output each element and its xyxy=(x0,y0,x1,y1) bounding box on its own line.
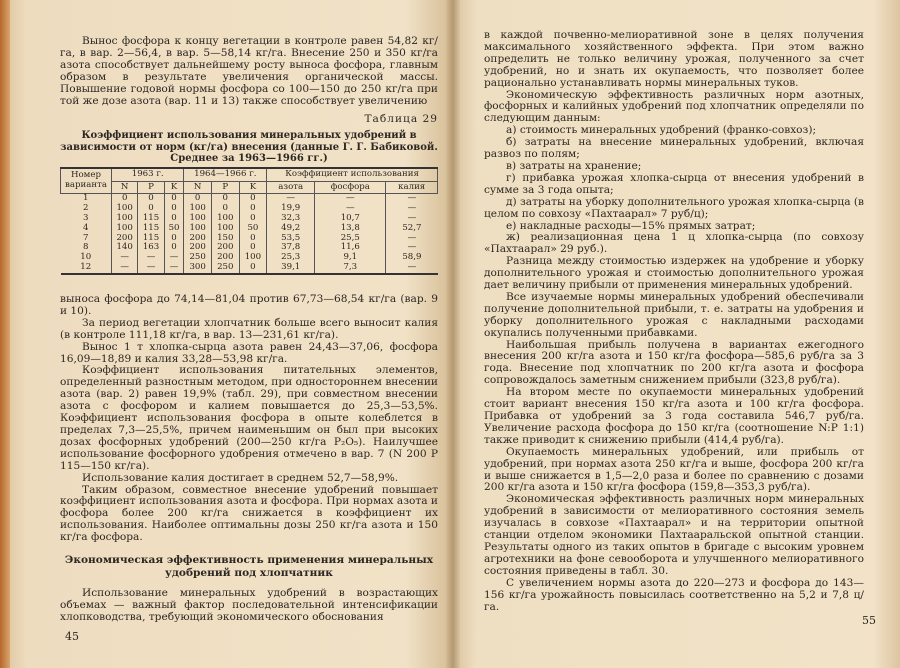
table-cell: 25,5 xyxy=(315,234,386,244)
table-cell: — xyxy=(315,204,386,214)
table-cell: 0 xyxy=(164,243,184,253)
table-cell: 0 xyxy=(211,204,239,214)
page-number-right: 55 xyxy=(862,614,876,627)
header-1964-1966: 1964—1966 г. xyxy=(184,168,267,181)
table-cell: — xyxy=(386,204,438,214)
table-cell: 100 xyxy=(239,253,267,263)
table-cell: 12 xyxy=(61,263,112,274)
list-item: а) стоимость минеральных удобрений (франко-совхоз); xyxy=(506,124,817,137)
table-cell: — xyxy=(386,214,438,224)
table-cell: 4 xyxy=(83,222,89,233)
header-1963: 1963 г. xyxy=(112,168,184,181)
header-n-1964: N xyxy=(184,181,212,194)
page-number-left: 45 xyxy=(65,630,79,643)
list-item: б) затраты на внесение минеральных удобрений, включая развоз по полям; xyxy=(484,136,864,161)
table-cell: 250 xyxy=(184,253,212,263)
list-item: е) накладные расходы—15% прямых затрат; xyxy=(506,219,756,232)
table-cell: 0 xyxy=(239,263,267,274)
table-cell: 58,9 xyxy=(386,253,438,263)
table-cell: 0 xyxy=(164,214,184,224)
table-cell: 100 xyxy=(211,224,239,234)
left-column xyxy=(60,36,438,275)
table-cell: 10 xyxy=(80,252,92,263)
book-edge xyxy=(0,0,10,668)
table-cell: 163 xyxy=(138,243,164,253)
paragraph: Разница между стоимостью издержек на удобрение и уборку дополнительного урожая и стоимостью дополнительного урожая дает величину прибыли от применения минеральных удобрений. xyxy=(484,255,864,292)
table-cell: 115 xyxy=(138,224,164,234)
table-cell: 0 xyxy=(112,194,138,204)
table-row xyxy=(61,253,438,263)
table-cell: 50 xyxy=(164,224,184,234)
header-p-1964: P xyxy=(211,181,239,194)
table-cell: 7,3 xyxy=(315,263,386,274)
header-phosphorus: фосфора xyxy=(315,181,386,194)
paragraph: Вынос 1 т хлопка-сырца азота равен 24,43—37,06, фосфора 16,09—18,89 и калия 33,28—53,98 кг/га. xyxy=(60,340,438,365)
paragraph: Использование калия достигает в среднем 52,7—58,9%. xyxy=(82,471,399,484)
table-cell: 9,1 xyxy=(315,253,386,263)
header-p-1963: P xyxy=(138,181,164,194)
cost-items-list xyxy=(484,125,864,256)
table-cell: 100 xyxy=(184,204,212,214)
table-cell: — xyxy=(112,253,138,263)
table-cell: 0 xyxy=(164,204,184,214)
paragraph: Таким образом, совместное внесение удобрений повышает коэффициент использования азота и фосфора. При нормах азота и фосфора более 200 кг/га снижается в коэффициент их использования. Наиболее оптимальны дозы 250 кг/га азота и 150 кг/га фосфора. xyxy=(60,483,438,544)
table-cell: 100 xyxy=(112,224,138,234)
table-cell: — xyxy=(386,263,438,274)
table-cell: 13,8 xyxy=(315,224,386,234)
table-row xyxy=(61,263,438,274)
header-nitrogen: азота xyxy=(267,181,315,194)
list-item: д) затраты на уборку дополнительного урожая хлопка-сырца (в целом по совхозу «Пахтаарал» 7 руб/ц); xyxy=(484,195,864,220)
paragraph: Вынос фосфора к концу вегетации в контроле равен 54,82 кг/га, в вар. 2—56,4, в вар. 5—58,14 кг/га. Внесение 250 и 350 кг/га азота способствует дальнейшему росту выноса фосфора, главным образом в результате увеличения органической массы. Повышение годовой нормы фосфора со 100—150 до 250 кг/га при той же дозе азота (вар. 11 и 13) также способствует увеличению xyxy=(60,35,438,107)
table-cell: — xyxy=(138,253,164,263)
table-cell: 100 xyxy=(112,214,138,224)
section-heading: Экономическая эффективность применения минеральных удобрений под хлопчатник xyxy=(64,554,434,580)
fertilizer-coefficient-table xyxy=(60,167,438,275)
header-k-1963: K xyxy=(164,181,184,194)
table-cell: 0 xyxy=(164,234,184,244)
right-page xyxy=(460,0,900,668)
left-page xyxy=(10,0,446,668)
table-cell: 115 xyxy=(138,234,164,244)
table-cell: 140 xyxy=(112,243,138,253)
table-number: Таблица 29 xyxy=(364,113,438,126)
table-cell: 0 xyxy=(138,194,164,204)
table-cell: — xyxy=(386,243,438,253)
book-gutter xyxy=(446,0,460,668)
table-cell: 7 xyxy=(83,232,89,243)
table-cell: 11,6 xyxy=(315,243,386,253)
paragraph: Все изучаемые нормы минеральных удобрений обеспечивали получение дополнительной прибыли, т. е. затраты на удобрения и уборку дополнительного урожая с накладными расходами окупались полученными прибавками. xyxy=(484,290,864,339)
paragraph: Использование минеральных удобрений в возрастающих объемах — важный фактор последовательной интенсификации хлопководства, требующий экономического обоснования xyxy=(60,587,438,623)
table-cell: 1 xyxy=(83,193,89,204)
table-cell: 300 xyxy=(184,263,212,274)
table-cell: 200 xyxy=(112,234,138,244)
table-cell: 0 xyxy=(239,204,267,214)
table-cell: — xyxy=(164,263,184,274)
table-cell: 100 xyxy=(184,214,212,224)
table-cell: 10,7 xyxy=(315,214,386,224)
table-cell: 53,5 xyxy=(267,234,315,244)
table-cell: 3 xyxy=(83,213,89,224)
table-cell: 115 xyxy=(138,214,164,224)
table-cell: 200 xyxy=(184,243,212,253)
list-item: ж) реализационная цена 1 ц хлопка-сырца (по совхозу «Пахтаарал» 29 руб.). xyxy=(484,231,864,256)
paragraph: в каждой почвенно-мелиоративной зоне в целях получения максимального хозяйственного эффекта. При этом важно определить не только величину урожая, полученного за счет удобрений, но и знать их окупаемость, что позволяет более рационально устанавливать нормы минеральных туков. xyxy=(484,29,864,89)
table-cell: 49,2 xyxy=(267,224,315,234)
header-potassium: калия xyxy=(386,181,438,194)
table-cell: — xyxy=(164,253,184,263)
table-cell: 50 xyxy=(239,224,267,234)
table-cell: — xyxy=(267,194,315,204)
table-cell: 100 xyxy=(112,204,138,214)
header-n-1963: N xyxy=(112,181,138,194)
paragraph: На втором месте по окупаемости минеральных удобрений стоит вариант внесения 150 кг/га азота и 100 кг/га фосфора. Прибавка от удобрений за 3 года составила 546,7 руб/га. Увеличение расхода фосфора до 150 кг/га (соотношение N:P 1:1) также приводит к снижению прибыли (414,4 руб/га). xyxy=(484,386,864,446)
header-k-1964: K xyxy=(239,181,267,194)
table-cell: 0 xyxy=(239,194,267,204)
table-cell: — xyxy=(386,194,438,204)
table-cell: 0 xyxy=(239,234,267,244)
table-cell: 0 xyxy=(211,194,239,204)
list-item: в) затраты на хранение; xyxy=(506,159,642,172)
paragraph: Окупаемость минеральных удобрений, или прибыль от удобрений, при нормах азота 250 кг/га и выше, фосфора 200 кг/га и выше снижается в 1,5—2,0 раза и более по сравнению с дозами 200 кг/га азота и 150 кг/га фосфора (159,8—353,3 руб/га). xyxy=(484,445,864,494)
paragraph: Наибольшая прибыль получена в вариантах ежегодного внесения 200 кг/га азота и 150 кг/га фосфора—585,6 руб/га за 3 года. Внесение под хлопчатник по 200 кг/га азота и фосфора сопровождалось заметным снижением прибыли (323,8 руб/га). xyxy=(484,338,864,387)
table-cell: 100 xyxy=(211,214,239,224)
table-cell: — xyxy=(112,263,138,274)
paragraph: С увеличением нормы азота до 220—273 и фосфора до 143—156 кг/га урожайность повысилась соответственно на 5,2 и 7,8 ц/га. xyxy=(484,576,864,613)
table-cell: 8 xyxy=(83,242,89,253)
table-cell: 100 xyxy=(184,224,212,234)
header-coefficient: Коэффициент использования xyxy=(267,168,438,181)
table-cell: — xyxy=(138,263,164,274)
table-cell: 250 xyxy=(211,263,239,274)
table-cell: 200 xyxy=(184,234,212,244)
table-cell: 0 xyxy=(184,194,212,204)
table-cell: 39,1 xyxy=(267,263,315,274)
table-cell: 200 xyxy=(211,243,239,253)
table-cell: 19,9 xyxy=(267,204,315,214)
table-cell: 25,3 xyxy=(267,253,315,263)
table-cell: 52,7 xyxy=(386,224,438,234)
list-item: г) прибавка урожая хлопка-сырца от внесения удобрений в сумме за 3 года опыта; xyxy=(484,171,864,196)
table-cell: 0 xyxy=(164,194,184,204)
table-title: Коэффициент использования минеральных удобрений в зависимости от норм (кг/га) внесения (данные Г. Г. Бабиковой. Среднее за 1963—1966 гг.) xyxy=(60,130,438,165)
table-cell: 37,8 xyxy=(267,243,315,253)
left-column-lower xyxy=(60,294,438,624)
table-cell: 0 xyxy=(239,243,267,253)
table-cell: — xyxy=(386,234,438,244)
table-cell: 32,3 xyxy=(267,214,315,224)
table-cell: — xyxy=(315,194,386,204)
paragraph: Коэффициент использования питательных элементов, определенный разностным методом, при одностороннем внесении азота (вар. 2) равен 19,9% (табл. 29), при совместном внесении азота с фосфором и калием повышается до 25,3—53,5%. Коэффициент использования фосфора в опыте колеблется в пределах 7,3—25,5%, причем наименьшим он был при высоких дозах фосфорных удобрений (200—250 кг/га P₂O₅). Наилучшее использование фосфорного удобрения отмечено в вар. 7 (N 200 P 115—150 кг/га). xyxy=(60,364,438,472)
table-cell: 150 xyxy=(211,234,239,244)
table-cell: 0 xyxy=(239,214,267,224)
paragraph: выноса фосфора до 74,14—81,04 против 67,73—68,54 кг/га (вар. 9 и 10). xyxy=(60,293,438,317)
paragraph: Экономическую эффективность различных норм азотных, фосфорных и калийных удобрений под хлопчатник определяли по следующим данным: xyxy=(484,88,864,125)
table-cell: 0 xyxy=(138,204,164,214)
table-cell: 2 xyxy=(83,203,89,214)
paragraph: Экономическая эффективность различных норм минеральных удобрений в зависимости от мелиоративного состояния земель изучалась в совхозе «Пахтаарал» и на территории опытной станции отделом экономики Пахтааральской опытной станции. Результаты одного из таких опытов в бригаде с высоким уровнем агротехники на фоне севооборота и улучшенного мелиоративного состояния приведены в табл. 30. xyxy=(484,493,864,577)
table-cell: 200 xyxy=(211,253,239,263)
right-column xyxy=(484,30,864,613)
paragraph: За период вегетации хлопчатник больше всего выносит калия (в контроле 111,18 кг/га, в вар. 13—231,61 кг/га). xyxy=(60,316,438,341)
header-variant: Номер варианта xyxy=(61,168,112,194)
